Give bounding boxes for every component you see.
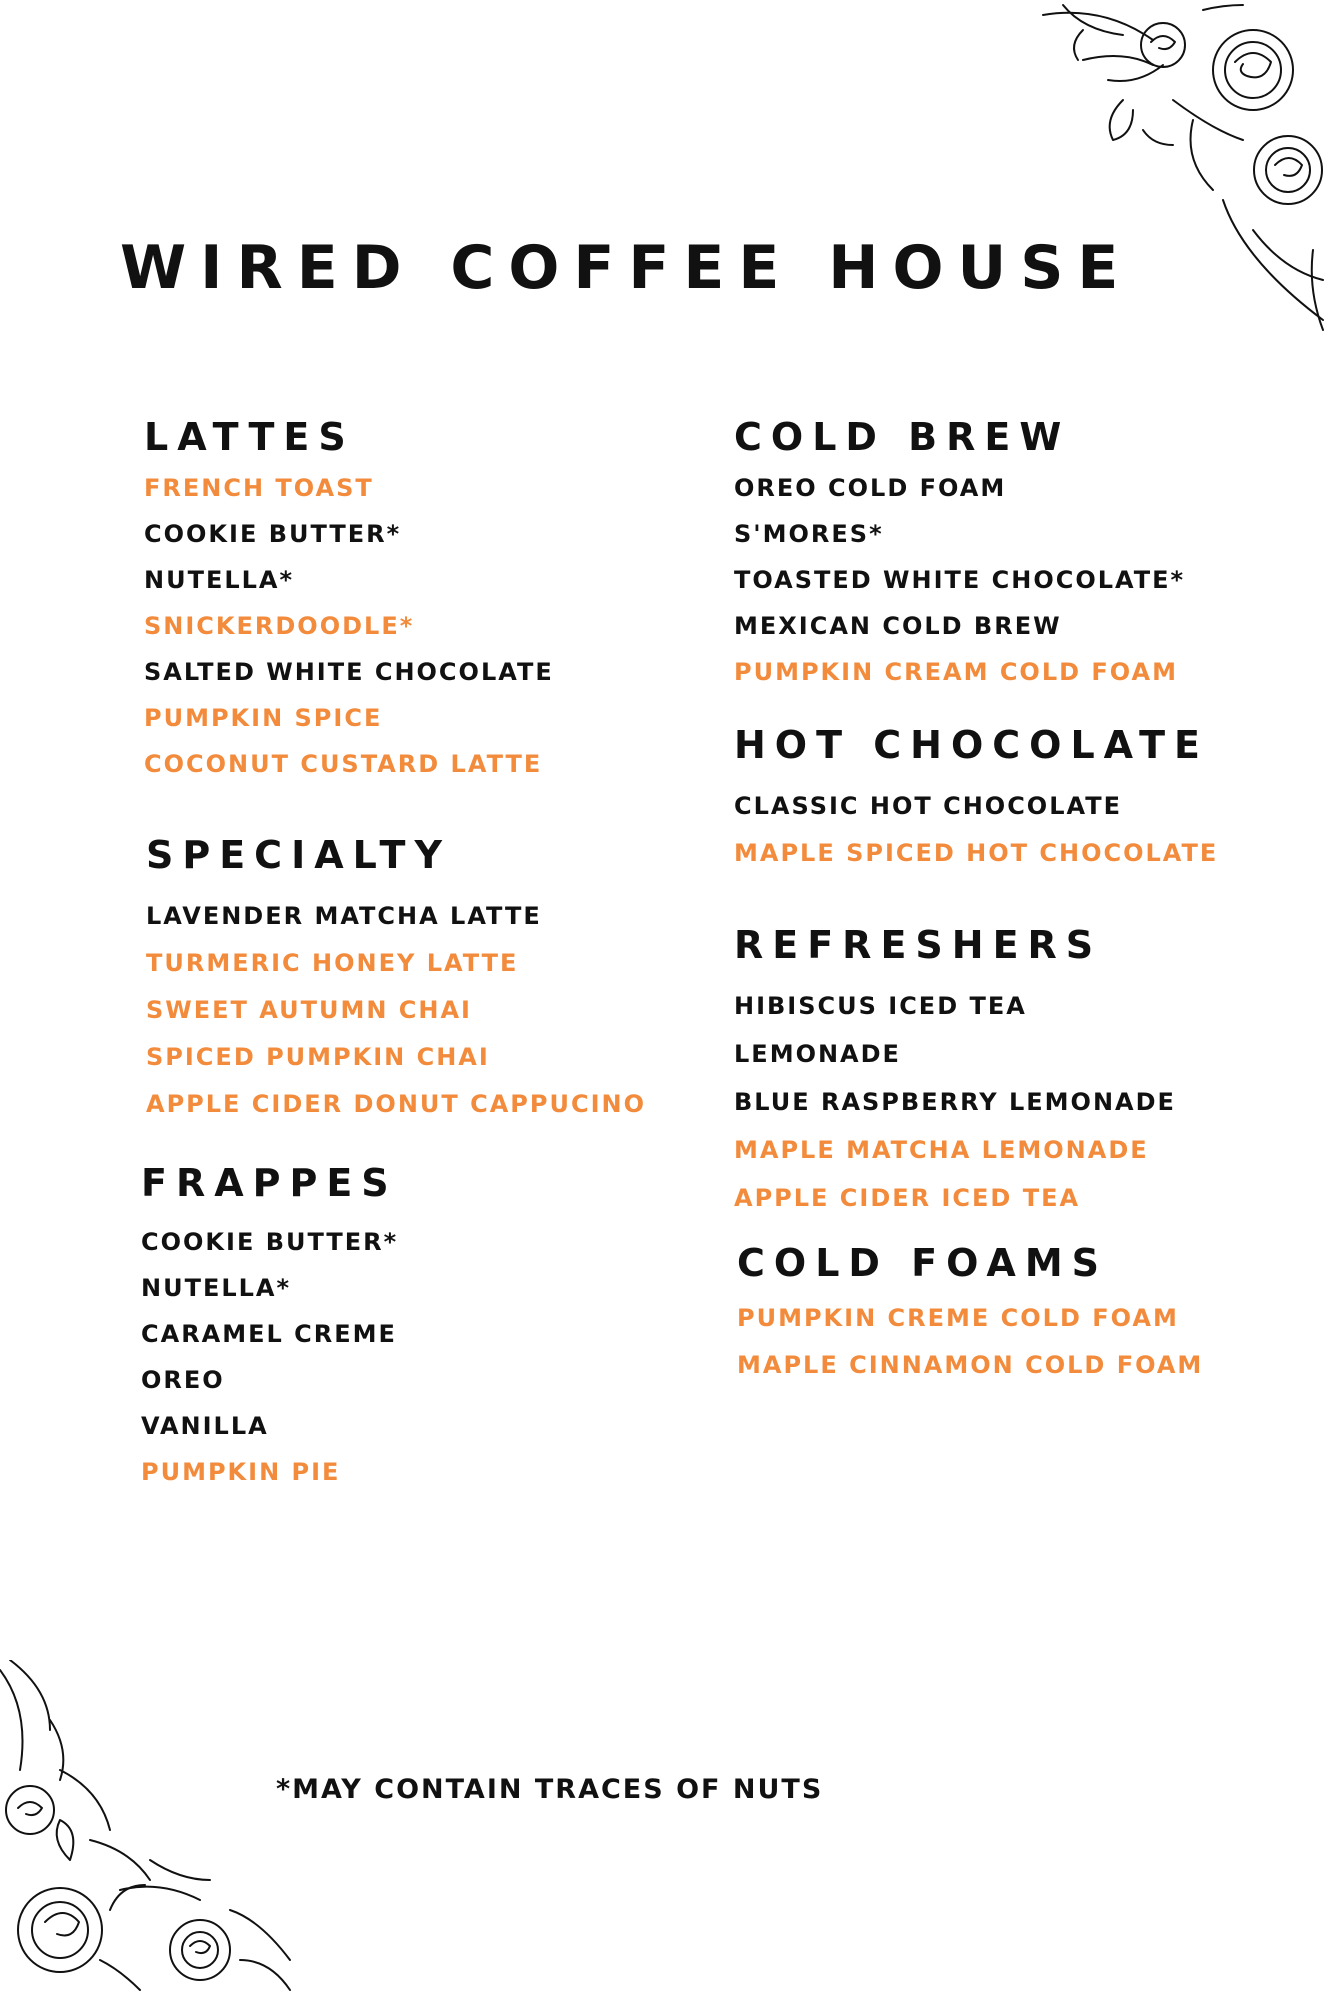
menu-item: PUMPKIN SPICE <box>144 704 383 732</box>
menu-item: NUTELLA* <box>144 566 295 594</box>
menu-item: MAPLE SPICED HOT CHOCOLATE <box>734 839 1219 867</box>
item-list <box>734 994 1176 1210</box>
menu-item: FRENCH TOAST <box>144 474 374 502</box>
menu-item: LAVENDER MATCHA LATTE <box>146 902 542 930</box>
item-list <box>734 476 1185 684</box>
menu-item: MAPLE CINNAMON COLD FOAM <box>737 1351 1204 1379</box>
item-list <box>146 904 646 1116</box>
section-lattes <box>144 415 554 778</box>
menu-item: TURMERIC HONEY LATTE <box>146 949 519 977</box>
menu-item: CLASSIC HOT CHOCOLATE <box>734 792 1122 820</box>
page-title: WIRED COFFEE HOUSE <box>120 233 1133 303</box>
section-title: SPECIALTY <box>146 833 451 877</box>
section-title: COLD FOAMS <box>737 1241 1109 1285</box>
section-title: REFRESHERS <box>734 923 1103 967</box>
menu-item: SWEET AUTUMN CHAI <box>146 996 472 1024</box>
section-cold-foams <box>737 1241 1204 1379</box>
menu-item: S'MORES* <box>734 520 884 548</box>
menu-item: COCONUT CUSTARD LATTE <box>144 750 543 778</box>
menu-item: NUTELLA* <box>141 1274 292 1302</box>
menu-item: COOKIE BUTTER* <box>144 520 402 548</box>
item-list <box>144 476 554 776</box>
section-hot-chocolate <box>734 723 1219 867</box>
item-list <box>734 794 1218 865</box>
menu-item: SNICKERDOODLE* <box>144 612 415 640</box>
menu-item: TOASTED WHITE CHOCOLATE* <box>734 566 1186 594</box>
menu-item: VANILLA <box>141 1412 269 1440</box>
floral-corner-bottom-left <box>0 1660 300 2000</box>
section-title: LATTES <box>144 415 355 459</box>
menu-item: SALTED WHITE CHOCOLATE <box>144 658 554 686</box>
menu-item: MEXICAN COLD BREW <box>734 612 1062 640</box>
allergen-footnote: *MAY CONTAIN TRACES OF NUTS <box>276 1774 824 1805</box>
section-title: COLD BREW <box>734 415 1071 459</box>
menu-item: PUMPKIN CREAM COLD FOAM <box>734 658 1179 686</box>
menu-item: OREO <box>141 1366 225 1394</box>
menu-item: MAPLE MATCHA LEMONADE <box>734 1136 1149 1164</box>
menu-item: OREO COLD FOAM <box>734 474 1007 502</box>
section-refreshers <box>734 923 1176 1212</box>
menu-item: APPLE CIDER DONUT CAPPUCINO <box>146 1090 647 1118</box>
menu-item: APPLE CIDER ICED TEA <box>734 1184 1081 1212</box>
menu-item: HIBISCUS ICED TEA <box>734 992 1027 1020</box>
menu-item: BLUE RASPBERRY LEMONADE <box>734 1088 1176 1116</box>
section-frappes <box>141 1161 399 1486</box>
menu-item: PUMPKIN PIE <box>141 1458 341 1486</box>
menu-item: SPICED PUMPKIN CHAI <box>146 1043 490 1071</box>
menu-item: LEMONADE <box>734 1040 901 1068</box>
menu-item: COOKIE BUTTER* <box>141 1228 399 1256</box>
section-title: HOT CHOCOLATE <box>734 723 1209 767</box>
menu-item: PUMPKIN CREME COLD FOAM <box>737 1304 1179 1332</box>
section-title: FRAPPES <box>141 1161 398 1205</box>
menu-item: CARAMEL CREME <box>141 1320 397 1348</box>
section-specialty <box>146 833 647 1118</box>
item-list <box>737 1306 1203 1377</box>
section-cold-brew <box>734 415 1186 686</box>
item-list <box>141 1230 398 1484</box>
